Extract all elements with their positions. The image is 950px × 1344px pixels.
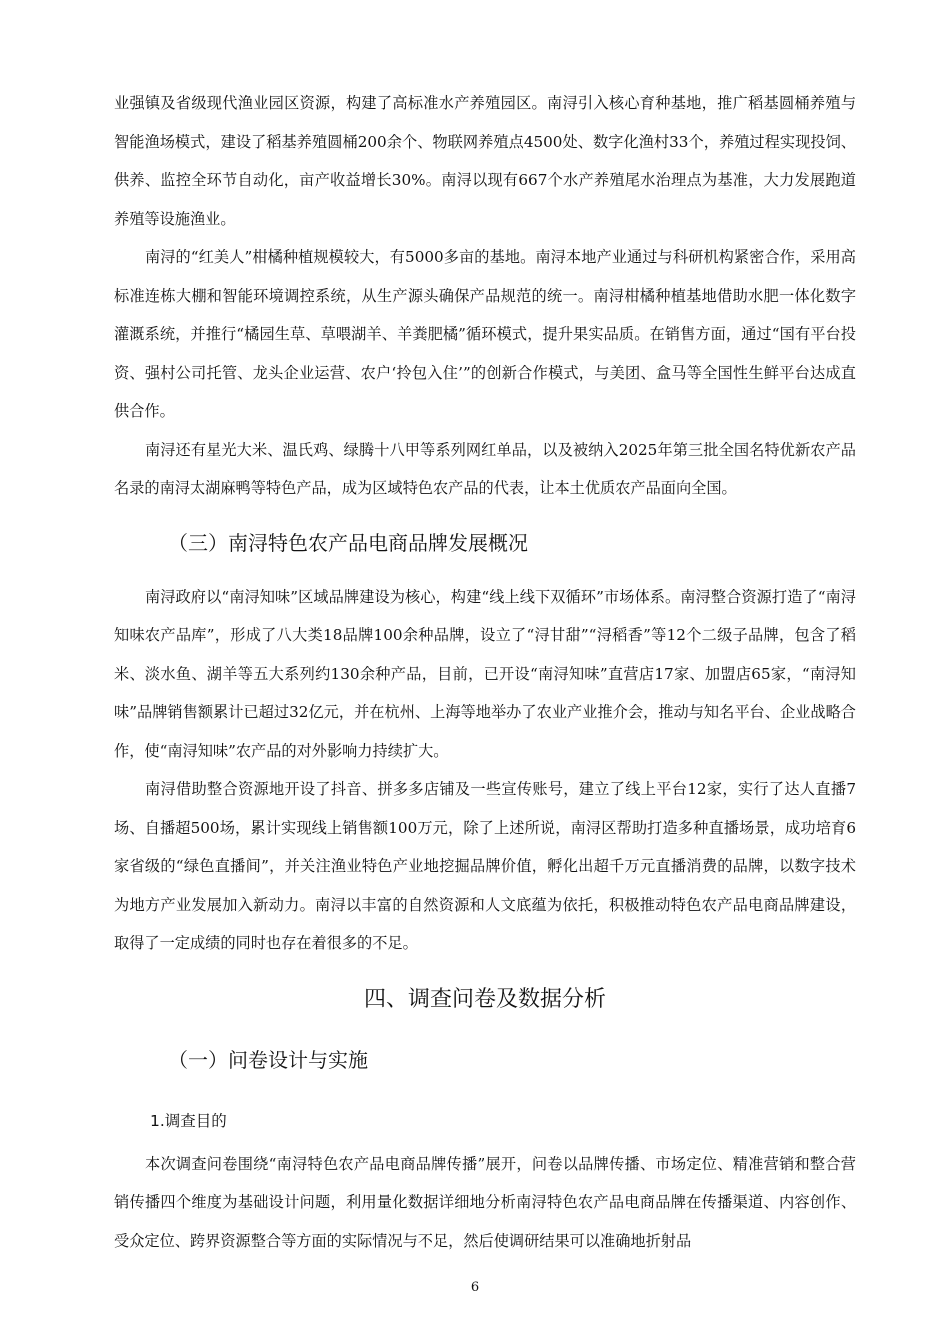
page-content [114, 84, 856, 1260]
section-heading-questionnaire-design: （一）问卷设计与实施 [168, 1047, 368, 1072]
section-heading-ecommerce-brand-overview: （三）南浔特色农产品电商品牌发展概况 [168, 530, 528, 555]
paragraph-citrus: 南浔的“红美人”柑橘种植规模较大，有5000多亩的基地。南浔本地产业通过与科研机构紧密合作，采用高标准连栋大棚和智能环境调控系统，从生产源头确保产品规范的统一。南浔柑橘种植基地借助水肥一体化数字灌溉系统，并推行“橘园生草、草喂湖羊、羊粪肥橘”循环模式，提升果实品质。在销售方面，通过“国有平台投资、强村公司托管、龙头企业运营、农户‘拎包入住’”的创新合作模式，与美团、盒马等全国性生鲜平台达成直供合作。 [114, 248, 856, 420]
paragraph-survey-purpose: 本次调查问卷围绕“南浔特色农产品电商品牌传播”展开，问卷以品牌传播、市场定位、精准营销和整合营销传播四个维度为基础设计问题，利用量化数据详细地分析南浔特色农产品电商品牌在传播渠道、内容创作、受众定位、跨界资源整合等方面的实际情况与不足，然后使调研结果可以准确地折射品 [114, 1154, 856, 1250]
chapter-heading-survey-analysis: 四、调查问卷及数据分析 [363, 986, 606, 1012]
subsection-heading-survey-purpose: 1.调查目的 [150, 1111, 227, 1130]
page-number: 6 [470, 1280, 480, 1295]
paragraph-online-platforms: 南浔借助整合资源地开设了抖音、拼多多店铺及一些宣传账号，建立了线上平台12家，实行了达人直播7场、自播超500场，累计实现线上销售额100万元，除了上述所说，南浔区帮助打造多种直播场景，成功培育6家省级的“绿色直播间”，并关注渔业特色产业地挖掘品牌价值，孵化出超千万元直播消费的品牌，以数字技术为地方产业发展加入新动力。南浔以丰富的自然资源和人文底蕴为依托，积极推动特色农产品电商品牌建设，取得了一定成绩的同时也存在着很多的不足。 [114, 780, 856, 952]
paragraph-specialty-products: 南浔还有星光大米、温氏鸡、绿腾十八甲等系列网红单品，以及被纳入2025年第三批全国名特优新农产品名录的南浔太湖麻鸭等特色产品，成为区域特色农产品的代表，让本土优质农产品面向全国。 [114, 440, 856, 497]
paragraph-regional-brand: 南浔政府以“南浔知味”区域品牌建设为核心，构建“线上线下双循环”市场体系。南浔整合资源打造了“南浔知味农产品库”，形成了八大类18品牌100余种品牌，设立了“浔甘甜”“浔稻香”等12个二级子品牌，包含了稻米、淡水鱼、湖羊等五大系列约130余种产品，目前，已开设“南浔知味”直营店17家、加盟店65家，“南浔知味”品牌销售额累计已超过32亿元，并在杭州、上海等地举办了农业产业推介会，推动与知名平台、企业战略合作，使“南浔知味”农产品的对外影响力持续扩大。 [114, 587, 856, 760]
paragraph-aquaculture: 业强镇及省级现代渔业园区资源，构建了高标准水产养殖园区。南浔引入核心育种基地，推广稻基圆桶养殖与智能渔场模式，建设了稻基养殖圆桶200余个、物联网养殖点4500处、数字化渔村33个，养殖过程实现投饲、供养、监控全环节自动化，亩产收益增长30%。南浔以现有667个水产养殖尾水治理点为基准，大力发展跑道养殖等设施渔业。 [114, 94, 856, 228]
